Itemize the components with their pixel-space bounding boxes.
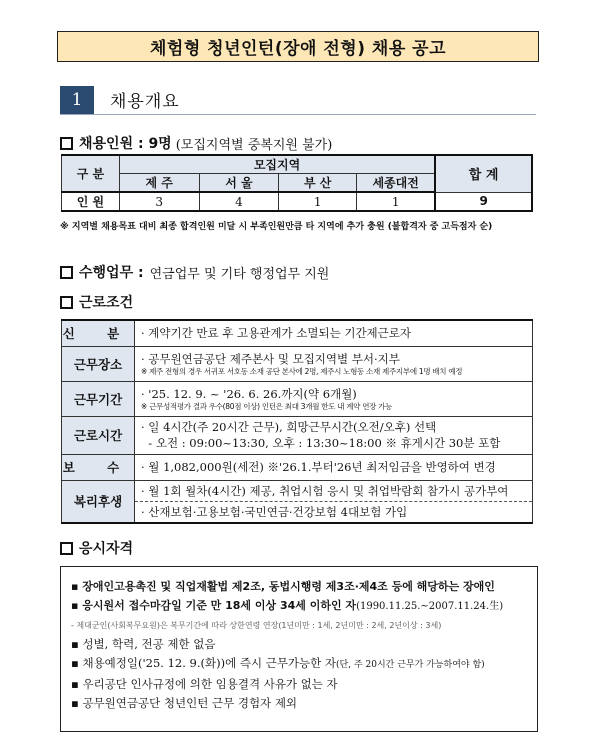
condition-text: - 오전 : 09:00~13:30, 오후 : 13:30~18:00 ※ 휴게시간 30분 포함 xyxy=(141,436,501,450)
checkbox-square-icon xyxy=(60,137,73,150)
section-title: 채용개요 xyxy=(110,92,180,112)
section-divider xyxy=(60,114,536,115)
condition-label: 보 수 xyxy=(62,454,135,480)
recruit-heading-text: 채용인원 : 9명 xyxy=(79,136,172,152)
duty-text: 연금업무 및 기타 행정업무 지원 xyxy=(149,266,330,282)
conditions-table xyxy=(61,319,533,524)
qualification-item-date: (1990.11.25.~2007.11.24.生) xyxy=(356,601,504,612)
conditions-heading xyxy=(60,292,133,312)
condition-text: · 월 1회 월차(4시간) 제공, 취업시험 응시 및 취업박람회 참가시 공가부여 xyxy=(135,481,532,502)
duty-heading xyxy=(60,262,329,282)
condition-text: · 일 4시간(주 20시간 근무), 희망근무시간(오전/오후) 선택 xyxy=(141,420,437,434)
checkbox-square-icon xyxy=(60,542,73,555)
condition-label: 근로시간 xyxy=(62,416,135,454)
conditions-heading-text: 근로조건 xyxy=(79,295,134,311)
recruit-heading-note: (모집지역별 중복지원 불가) xyxy=(175,137,333,153)
condition-cell xyxy=(135,416,533,454)
page-title: 체험형 청년인턴(장애 전형) 채용 공고 xyxy=(57,31,539,62)
condition-label: 신 분 xyxy=(62,320,135,346)
region-cell: 제 주 xyxy=(119,174,199,193)
total-header-cell: 합 계 xyxy=(435,155,532,192)
qualification-subnote: - 제대군인(사회복무요원)은 복무기간에 따라 상한연령 연장(1년미만 : 1세, 2년미만 : 2세, 2년이상 : 3세) xyxy=(71,621,442,630)
qualification-item: ▪ 장애인고용촉진 및 직업재활법 제2조, 동법시행령 제3조·제4조 등에 해당하는 장애인 xyxy=(71,580,495,593)
region-cell: 부 산 xyxy=(279,174,357,193)
condition-cell xyxy=(135,346,533,381)
qualification-heading-text: 응시자격 xyxy=(79,541,134,557)
qualification-item: ▪ 성별, 학력, 전공 제한 없음 xyxy=(71,637,216,651)
qualification-item: ▪ 공무원연금공단 청년인턴 근무 경험자 제외 xyxy=(71,696,298,710)
condition-subnote: ※ 제주 전형의 경우 서귀포 서호동 소재 공단 본사에 2명, 제주시 노형동 소재 제주지부에 1명 배치 예정 xyxy=(141,366,463,376)
recruit-heading xyxy=(60,133,332,153)
duty-heading-text: 수행업무 : xyxy=(79,265,144,281)
row-label-cell: 인 원 xyxy=(62,192,120,211)
condition-text: · '25. 12. 9. ~ '26. 6. 26.까지(약 6개월) xyxy=(141,386,357,401)
condition-label: 근무기간 xyxy=(62,381,135,416)
condition-label: 근무장소 xyxy=(62,346,135,381)
count-cell: 3 xyxy=(119,192,199,211)
qualification-item: ▪ 우리공단 인사규정에 의한 임용결격 사유가 없는 자 xyxy=(71,677,338,691)
qualification-item-note: (단, 주 20시간 근무가 가능하여야 함) xyxy=(336,660,485,670)
total-cell: 9 xyxy=(435,192,532,211)
condition-text: · 계약기간 만료 후 고용관계가 소멸되는 기간제근로자 xyxy=(135,320,533,346)
checkbox-square-icon xyxy=(60,266,73,279)
count-cell: 4 xyxy=(199,192,279,211)
recruit-table xyxy=(61,154,533,212)
condition-text: · 월 1,082,000원(세전) ※'26.1.부터'26년 최저임금을 반영하여 변경 xyxy=(135,454,533,480)
condition-cell xyxy=(135,480,533,523)
condition-text: · 산재보험·고용보험·국민연금·건강보험 4대보험 가입 xyxy=(141,504,408,519)
condition-subnote: ※ 근무성적평가 결과 우수(80점 이상) 인턴은 최대 3개월 한도 내 계약 연장 가능 xyxy=(141,401,393,411)
condition-label: 복리후생 xyxy=(62,480,135,523)
col-label-cell: 구 분 xyxy=(62,155,120,192)
recruit-note: ※ 지역별 채용목표 대비 최종 합격인원 미달 시 부족인원만큼 타 지역에 추가 충원 (불합격자 중 고득점자 순) xyxy=(60,222,493,232)
count-cell: 1 xyxy=(357,192,436,211)
region-header-cell: 모집지역 xyxy=(119,155,435,174)
qualification-item xyxy=(71,596,527,616)
region-cell: 서 울 xyxy=(199,174,279,193)
condition-text: · 공무원연금공단 제주본사 및 모집지역별 부서·지부 xyxy=(141,351,400,366)
condition-cell xyxy=(135,381,533,416)
qualification-item xyxy=(71,654,527,675)
qualification-heading xyxy=(60,538,133,558)
section-number: 1 xyxy=(60,86,94,114)
qualification-box xyxy=(60,566,538,732)
count-cell: 1 xyxy=(279,192,357,211)
region-cell: 세종대전 xyxy=(357,174,436,193)
qualification-item-text: ▪ 채용예정일('25. 12. 9.(화))에 즉시 근무가능한 자 xyxy=(71,656,337,670)
checkbox-square-icon xyxy=(60,296,73,309)
qualification-item-text: ▪ 응시원서 접수마감일 기준 만 18세 이상 34세 이하인 자 xyxy=(71,599,357,612)
